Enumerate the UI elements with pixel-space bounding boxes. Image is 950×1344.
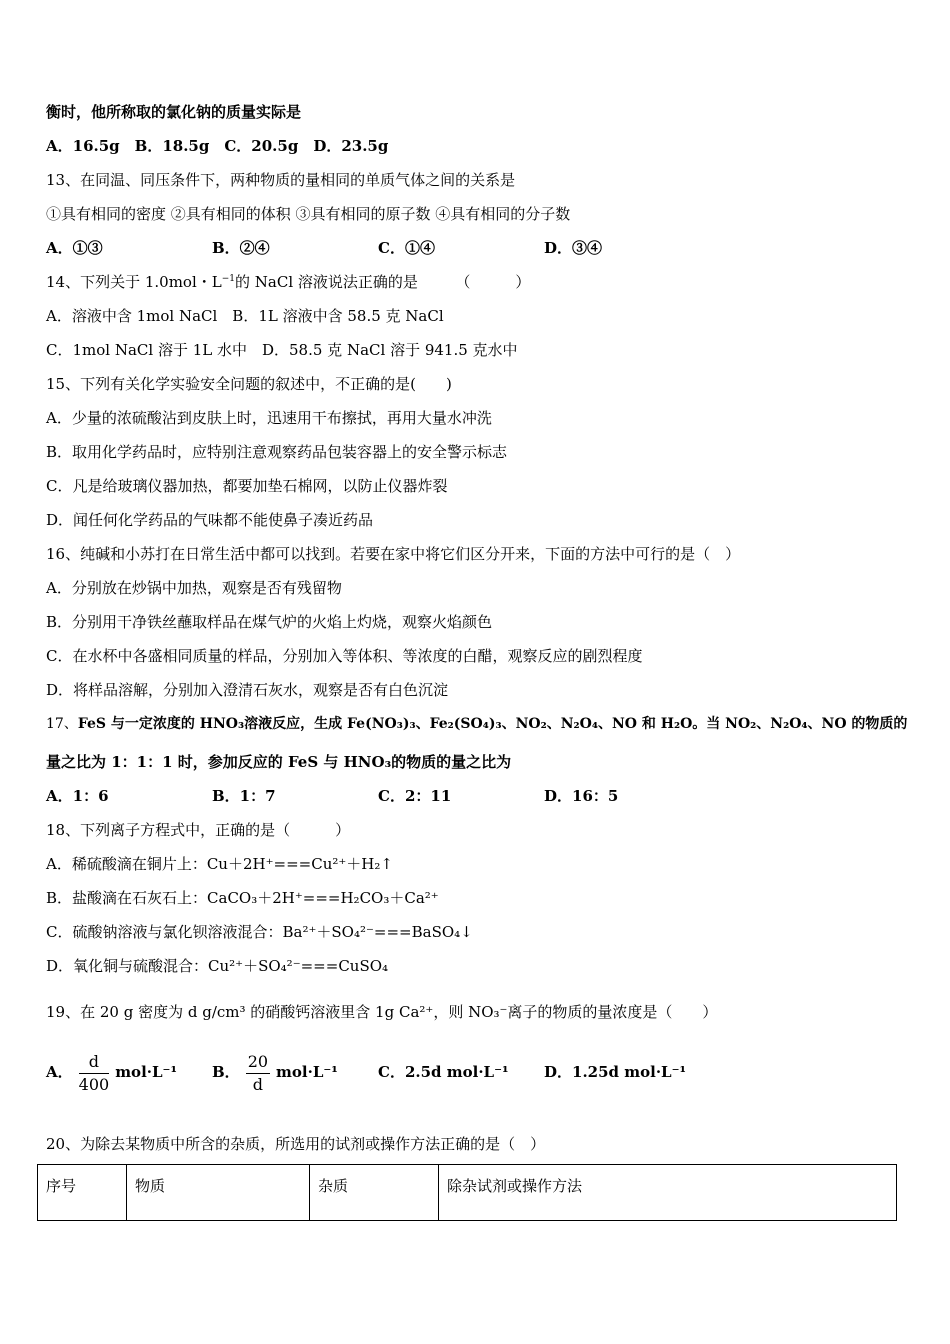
q19-options: [46, 1050, 686, 1094]
q13-options: [46, 238, 602, 258]
q19-option-a-label: A．: [46, 1063, 73, 1081]
q14-stem-b: 的 NaCl 溶液说法正确的是 （ ）: [235, 273, 531, 291]
q19-option-b: [212, 1050, 378, 1096]
q13-option-c: C．①④: [378, 239, 435, 257]
q18-stem: 18、下列离子方程式中，正确的是（ ）: [46, 821, 351, 839]
table-header-substance: 物质: [127, 1165, 310, 1221]
q17-stem-line2: 量之比为 1：1：1 时，参加反应的 FeS 与 HNO₃的物质的量之比为: [46, 753, 512, 771]
q19-option-b-label: B．: [212, 1063, 240, 1081]
q15-option-b: B．取用化学药品时，应特别注意观察药品包装容器上的安全警示标志: [46, 443, 508, 461]
q20-table: [37, 1164, 897, 1221]
q19-option-c: C．2.5d mol·L⁻¹: [378, 1063, 509, 1081]
q17-stem-text: FeS 与一定浓度的 HNO₃溶液反应，生成 Fe(NO₃)₃、Fe₂(SO₄)₃、NO₂、N₂O₄、NO 和 H₂O。当 NO₂、N₂O₄、NO 的物质的: [77, 716, 908, 732]
q18-option-c: C．硫酸钠溶液与氯化钡溶液混合：Ba²⁺＋SO₄²⁻===BaSO₄↓: [46, 923, 473, 941]
q16-stem: 16、纯碱和小苏打在日常生活中都可以找到。若要在家中将它们区分开来，下面的方法中可行的是（ ）: [46, 545, 741, 563]
q18-option-d: D．氧化铜与硫酸混合：Cu²⁺＋SO₄²⁻===CuSO₄: [46, 957, 389, 975]
q17-option-a: A．1：6: [46, 787, 109, 805]
q12-options: A．16.5g B．18.5g C．20.5g D．23.5g: [46, 137, 389, 155]
q17-number: 17、: [46, 716, 78, 732]
q14-options-line1: A．溶液中含 1mol NaCl B．1L 溶液中含 58.5 克 NaCl: [46, 307, 444, 325]
q19-option-a-denominator: 400: [78, 1074, 110, 1094]
q17-stem-line1: [46, 714, 907, 734]
q16-option-a: A．分别放在炒锅中加热，观察是否有残留物: [46, 579, 342, 597]
table-header-method: 除杂试剂或操作方法: [439, 1165, 897, 1221]
q13-statements: ①具有相同的密度 ②具有相同的体积 ③具有相同的原子数 ④具有相同的分子数: [46, 205, 571, 223]
q14-stem-a: 14、下列关于 1.0mol・L: [46, 273, 222, 291]
q13-option-b: B．②④: [212, 239, 270, 257]
table-header-impurity: 杂质: [310, 1165, 439, 1221]
q19-option-b-denominator: d: [252, 1074, 263, 1094]
q15-option-d: D．闻任何化学药品的气味都不能使鼻子凑近药品: [46, 511, 374, 529]
q15-option-a: A．少量的浓硫酸沾到皮肤上时，迅速用干布擦拭，再用大量水冲洗: [46, 409, 492, 427]
q20-stem: 20、为除去某物质中所含的杂质，所选用的试剂或操作方法正确的是（ ）: [46, 1135, 546, 1153]
table-header-row: [38, 1165, 897, 1221]
q18-option-a: A．稀硫酸滴在铜片上：Cu＋2H⁺===Cu²⁺＋H₂↑: [46, 855, 393, 873]
q18-option-b: B．盐酸滴在石灰石上：CaCO₃＋2H⁺===H₂CO₃＋Ca²⁺: [46, 889, 439, 907]
q14-options-line2: C．1mol NaCl 溶于 1L 水中 D．58.5 克 NaCl 溶于 941.5 克水中: [46, 341, 518, 359]
q19-option-a-fraction: [79, 1051, 110, 1096]
q13-option-a: A．①③: [46, 239, 103, 257]
q19-option-a-numerator: d: [79, 1051, 110, 1074]
q15-option-c: C．凡是给玻璃仪器加热，都要加垫石棉网，以防止仪器炸裂: [46, 477, 448, 495]
q19-option-b-numerator: 20: [246, 1051, 270, 1074]
q17-option-b: B．1：7: [212, 787, 276, 805]
q19-option-b-fraction: [246, 1051, 270, 1096]
q16-option-b: B．分别用干净铁丝蘸取样品在煤气炉的火焰上灼烧，观察火焰颜色: [46, 613, 493, 631]
q19-option-a: [46, 1050, 212, 1096]
q17-options: [46, 786, 618, 806]
q14-stem: [46, 272, 530, 292]
q13-option-d: D．③④: [544, 239, 603, 257]
q16-option-c: C．在水杯中各盛相同质量的样品，分别加入等体积、等浓度的白醋，观察反应的剧烈程度: [46, 647, 643, 665]
q17-option-c: C．2：11: [378, 787, 452, 805]
q16-option-d: D．将样品溶解，分别加入澄清石灰水，观察是否有白色沉淀: [46, 681, 449, 699]
q17-option-d: D．16：5: [544, 787, 619, 805]
table-header-index: 序号: [38, 1165, 127, 1221]
q13-stem: 13、在同温、同压条件下，两种物质的量相同的单质气体之间的关系是: [46, 171, 516, 189]
q19-stem: 19、在 20 g 密度为 d g/cm³ 的硝酸钙溶液里含 1g Ca²⁺，则 NO₃⁻离子的物质的量浓度是（ ）: [46, 1003, 718, 1021]
q15-stem: 15、下列有关化学实验安全问题的叙述中，不正确的是( ): [46, 375, 452, 393]
q12-stem-tail: 衡时，他所称取的氯化钠的质量实际是: [46, 103, 302, 121]
q19-option-b-unit: mol·L⁻¹: [276, 1063, 338, 1081]
q19-option-a-unit: mol·L⁻¹: [115, 1063, 178, 1081]
q14-stem-sup: −1: [221, 274, 236, 284]
q19-option-d: D．1.25d mol·L⁻¹: [544, 1063, 687, 1081]
